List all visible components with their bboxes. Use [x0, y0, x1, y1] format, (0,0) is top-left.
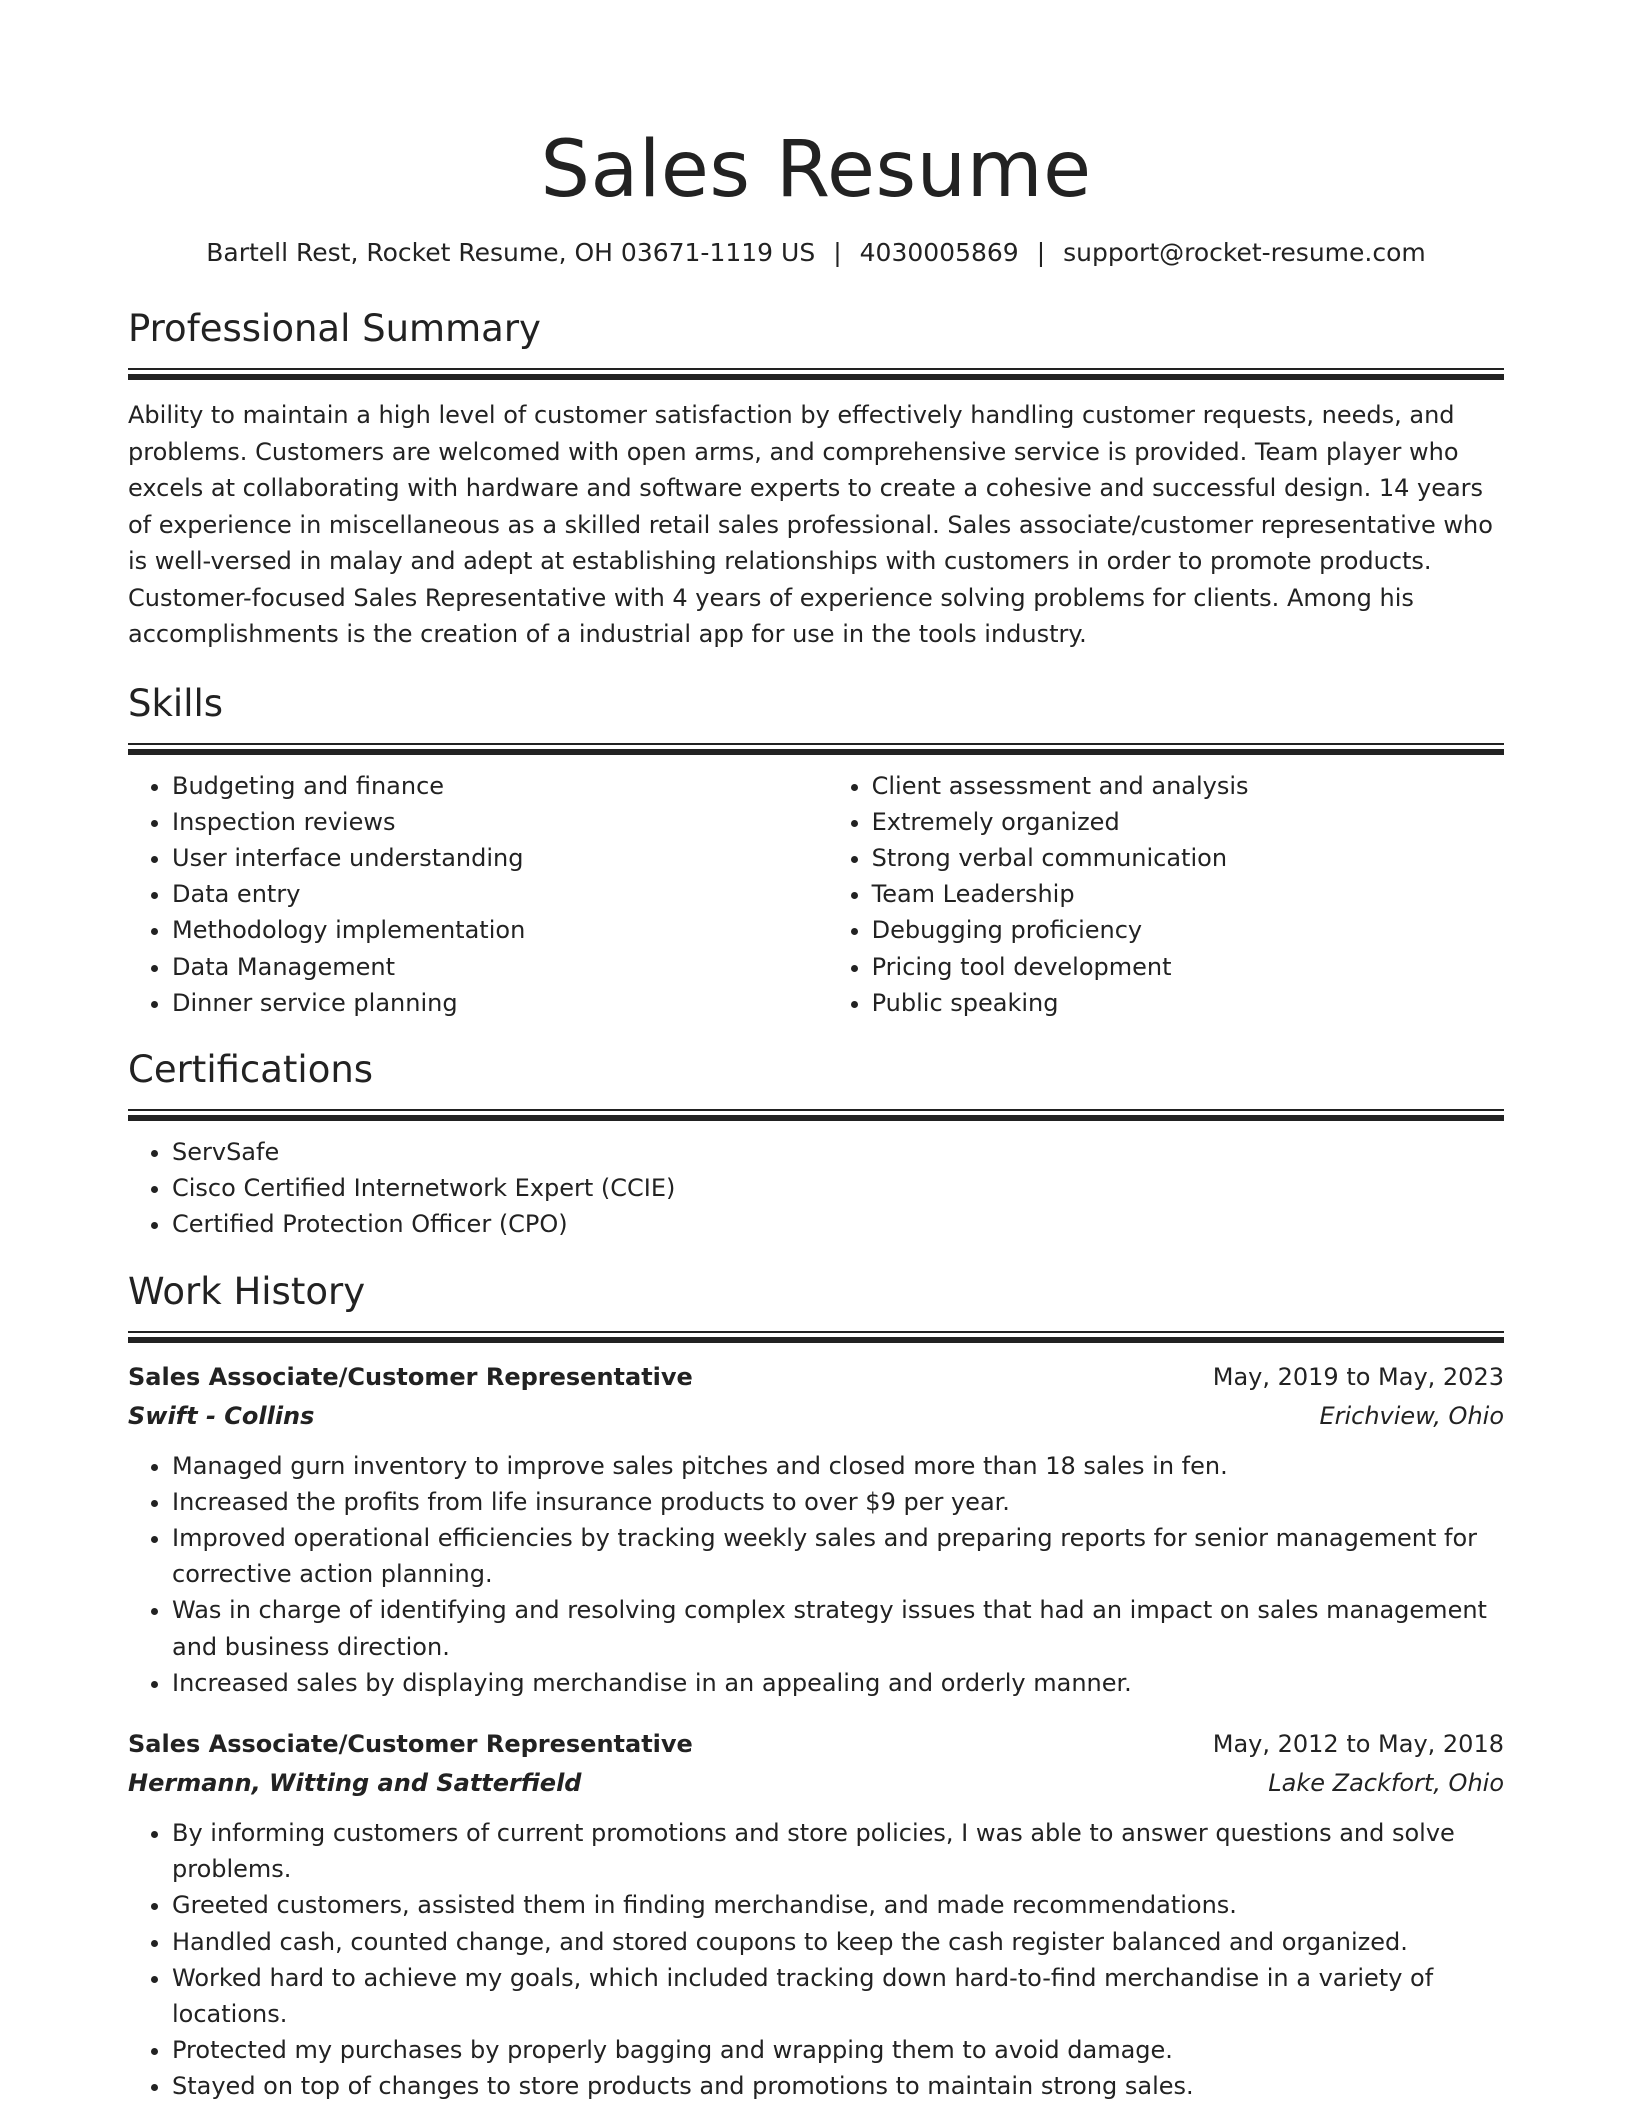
job-location: Lake Zackfort, Ohio [1268, 1768, 1504, 1797]
job-subheader [128, 1764, 1504, 1803]
contact-line [128, 236, 1504, 270]
job-bullet: • Worked hard to achieve my goals, which included tracking down hard-to-find merchandise in a variety of locations. [172, 1960, 1504, 2032]
contact-phone: 4030005869 [859, 238, 1019, 267]
job-bullet: • Increased the profits from life insurance products to over $9 per year. [172, 1484, 1504, 1520]
skill-item: • Dinner service planning [172, 985, 828, 1021]
contact-address: Bartell Rest, Rocket Resume, OH 03671-1119 US [206, 238, 816, 267]
job-title: Sales Associate/Customer Representative [128, 1729, 693, 1758]
resume-page [128, 0, 1504, 2105]
skill-item: • Pricing tool development [872, 949, 1504, 985]
skill-item: • Data entry [172, 876, 828, 912]
job-subheader [128, 1397, 1504, 1436]
job-entry [128, 1358, 1504, 1701]
skill-item: • Public speaking [872, 985, 1504, 1021]
job-dates: May, 2019 to May, 2023 [1212, 1362, 1504, 1391]
job-bullet: • Protected my purchases by properly bagging and wrapping them to avoid damage. [172, 2032, 1504, 2068]
job-bullet: • Improved operational efficiencies by tracking weekly sales and preparing reports for senior management for corrective action planning. [172, 1520, 1504, 1592]
skill-item: • User interface understanding [172, 840, 828, 876]
summary-text: Ability to maintain a high level of customer satisfaction by effectively handling customer requests, needs, and problems. Customers are welcomed with open arms, and comprehensive service is provided. Team player who excels at collaborating with hardware and software experts to create a cohesive and successful design. 14 years of experience in miscellaneous as a skilled retail sales professional. Sales associate/customer representative who is well-versed in malay and adept at establishing relationships with customers in order to promote products. Customer-focused Sales Representative with 4 years of experience solving problems for clients. Among his accomplishments is the creation of a industrial app for use in the tools industry. [128, 401, 1493, 648]
job-bullet: • Stayed on top of changes to store products and promotions to maintain strong sales. [172, 2068, 1504, 2104]
job-bullet: • Was in charge of identifying and resolving complex strategy issues that had an impact on sales management and business direction. [172, 1592, 1504, 1664]
section-divider [128, 743, 1504, 754]
section-title: Certifications [128, 1047, 374, 1091]
contact-separator: | [833, 238, 842, 267]
contact-separator: | [1036, 238, 1046, 267]
job-bullet: • By informing customers of current promotions and store policies, I was able to answer questions and solve problems. [172, 1815, 1504, 1887]
section-title: Skills [128, 681, 224, 725]
skills-list-left [128, 768, 828, 1021]
skills-list-right [828, 768, 1504, 1021]
job-bullet: • Greeted customers, assisted them in finding merchandise, and made recommendations. [172, 1887, 1504, 1923]
contact-email: support@rocket-resume.com [1063, 238, 1426, 267]
job-entry [128, 1725, 1504, 2105]
certification-item: • Certified Protection Officer (CPO) [172, 1206, 1504, 1242]
job-header [128, 1725, 1504, 1764]
certifications-section [128, 1047, 1504, 1243]
job-company: Hermann, Witting and Satterfield [128, 1768, 582, 1797]
skill-item: • Team Leadership [872, 876, 1504, 912]
certifications-list [128, 1134, 1504, 1243]
skills-section [128, 681, 1504, 1021]
job-header [128, 1358, 1504, 1397]
skill-item: • Client assessment and analysis [872, 768, 1504, 804]
skill-item: • Debugging proficiency [872, 912, 1504, 948]
job-company: Swift - Collins [128, 1401, 315, 1430]
certification-item: • Cisco Certified Internetwork Expert (CCIE) [172, 1170, 1504, 1206]
skill-item: • Strong verbal communication [872, 840, 1504, 876]
skill-item: • Budgeting and finance [172, 768, 828, 804]
section-divider [128, 1331, 1504, 1342]
job-bullets [128, 1815, 1504, 2105]
section-title: Work History [128, 1269, 366, 1313]
job-title: Sales Associate/Customer Representative [128, 1362, 693, 1391]
job-bullet: • Handled cash, counted change, and stored coupons to keep the cash register balanced and organized. [172, 1924, 1504, 1960]
job-bullets [128, 1448, 1504, 1701]
skills-columns [128, 768, 1504, 1021]
summary-section [128, 306, 1504, 653]
job-bullet: • Managed gurn inventory to improve sales pitches and closed more than 18 sales in fen. [172, 1448, 1504, 1484]
certification-item: • ServSafe [172, 1134, 1504, 1170]
skill-item: • Data Management [172, 949, 828, 985]
resume-name: Sales Resume [540, 125, 1092, 215]
job-bullet: • Increased sales by displaying merchandise in an appealing and orderly manner. [172, 1665, 1504, 1701]
section-divider [128, 368, 1504, 379]
work-history-section [128, 1269, 1504, 2105]
skill-item: • Methodology implementation [172, 912, 828, 948]
skill-item: • Extremely organized [872, 804, 1504, 840]
section-title: Professional Summary [128, 307, 541, 350]
job-dates: May, 2012 to May, 2018 [1212, 1729, 1504, 1758]
skill-item: • Inspection reviews [172, 804, 828, 840]
job-location: Erichview, Ohio [1319, 1401, 1504, 1430]
section-divider [128, 1109, 1504, 1120]
